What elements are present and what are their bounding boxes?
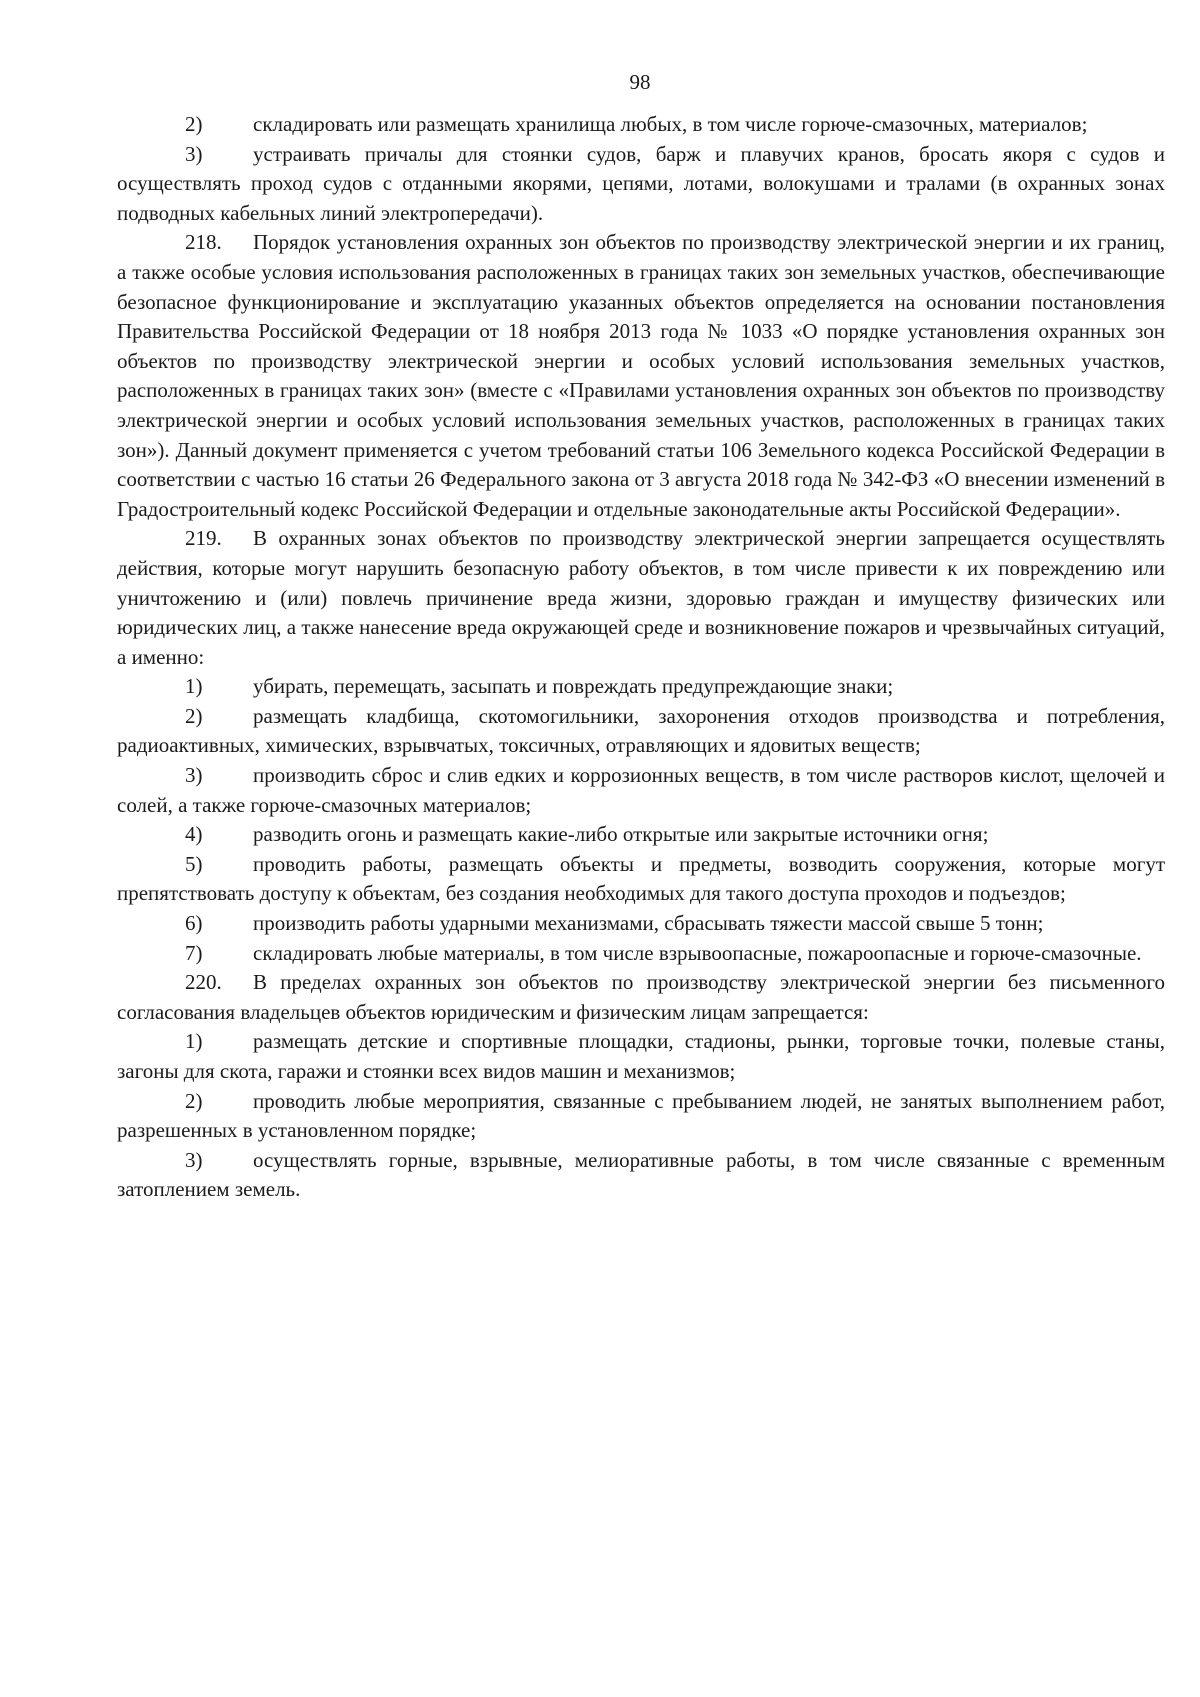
item-text: устраивать причалы для стоянки судов, барж и плавучих кранов, бросать якоря с судов и осуществлять проход судов с отданными якорями, цепями, лотами, волокушами и тралами (в охранных зонах подводных кабельных линий электропередачи). <box>117 141 1165 225</box>
clause-text: В охранных зонах объектов по производству электрической энергии запрещается осуществлять действия, которые могут нарушить безопасную работу объектов, в том числе привести к их повреждению или уничтожению и (или) повлечь причинение вреда жизни, здоровью граждан и имуществу физических или юридических лиц, а также нанесение вреда окружающей среде и возникновение пожаров и чрезвычайных ситуаций, а именно: <box>117 526 1165 669</box>
list-item <box>117 850 1165 909</box>
item-number: 2) <box>185 112 203 136</box>
clause-text: В пределах охранных зон объектов по производству электрической энергии без письменного согласования владельцев объектов юридическим и физическим лицам запрещается: <box>117 970 1165 1024</box>
item-text: проводить работы, размещать объекты и предметы, возводить сооружения, которые могут препятствовать доступу к объектам, без создания необходимых для такого доступа проходов и подъездов; <box>117 851 1165 906</box>
item-text: складировать любые материалы, в том числе взрывоопасные, пожароопасные и горюче-смазочные. <box>253 940 1142 965</box>
clause-number: 218. <box>185 230 222 255</box>
item-number: 3) <box>185 141 203 166</box>
page-number: 98 <box>629 70 651 94</box>
list-item <box>117 820 1165 850</box>
document-body <box>117 110 1165 1205</box>
list-item <box>117 110 1165 140</box>
list-item <box>117 939 1165 969</box>
list-item <box>117 761 1165 820</box>
clause-number: 220. <box>185 970 222 995</box>
list-item <box>117 672 1165 702</box>
item-text: размещать кладбища, скотомогильники, захоронения отходов производства и потребления, радиоактивных, химических, взрывчатых, токсичных, отравляющих и ядовитых веществ; <box>117 703 1165 758</box>
item-number: 1) <box>185 1029 203 1054</box>
item-text: осуществлять горные, взрывные, мелиоративные работы, в том числе связанные с временным затоплением земель. <box>117 1147 1165 1202</box>
item-number: 5) <box>185 851 203 876</box>
clause-paragraph <box>117 228 1165 524</box>
item-number: 6) <box>185 911 203 936</box>
item-number: 1) <box>185 674 203 699</box>
clause-number: 219. <box>185 526 222 551</box>
item-number: 3) <box>185 1147 203 1172</box>
list-item <box>117 1027 1165 1086</box>
item-number: 4) <box>185 822 203 847</box>
list-item <box>117 1087 1165 1146</box>
clause-text: Порядок установления охранных зон объектов по производству электрической энергии и их границ, а также особые условия использования расположенных в границах таких зон земельных участков, обеспечивающие безопасное функционирование и эксплуатацию указанных объектов определяется на основании постановления Правительства Российской Федерации от 18 ноября 2013 года № 1033 «О порядке установления охранных зон объектов по производству электрической энергии и особых условий использования земельных участков, расположенных в границах таких зон» (вместе с «Правилами установления охранных зон объектов по производству электрической энергии и особых условий использования земельных участков, расположенных в границах таких зон»). Данный документ применяется с учетом требований статьи 106 Земельного кодекса Российской Федерации в соответствии с частью 16 статьи 26 Федерального закона от 3 августа 2018 года № 342-ФЗ «О внесении изменений в Градостроительный кодекс Российской Федерации и отдельные законодательные акты Российской Федерации». <box>117 230 1165 521</box>
list-item <box>117 140 1165 229</box>
item-number: 2) <box>185 703 203 728</box>
list-item <box>117 1146 1165 1205</box>
item-text: производить сброс и слив едких и коррозионных веществ, в том числе растворов кислот, щелочей и солей, а также горюче-смазочных материалов; <box>117 763 1165 817</box>
item-number: 2) <box>185 1088 203 1113</box>
item-number: 3) <box>185 763 203 788</box>
item-text: производить работы ударными механизмами, сбрасывать тяжести массой свыше 5 тонн; <box>253 911 1044 936</box>
item-text: проводить любые мероприятия, связанные с пребыванием людей, не занятых выполнением работ, разрешенных в установленном порядке; <box>117 1088 1165 1143</box>
item-text: размещать детские и спортивные площадки, стадионы, рынки, торговые точки, полевые станы, загоны для скота, гаражи и стоянки всех видов машин и механизмов; <box>117 1029 1165 1083</box>
item-text: складировать или размещать хранилища любых, в том числе горюче-смазочных, материалов; <box>253 112 1088 136</box>
list-item <box>117 702 1165 761</box>
clause-paragraph <box>117 968 1165 1027</box>
item-text: разводить огонь и размещать какие-либо открытые или закрытые источники огня; <box>253 822 989 847</box>
item-text: убирать, перемещать, засыпать и повреждать предупреждающие знаки; <box>253 674 894 699</box>
list-item <box>117 909 1165 939</box>
clause-paragraph <box>117 524 1165 672</box>
item-number: 7) <box>185 940 203 965</box>
